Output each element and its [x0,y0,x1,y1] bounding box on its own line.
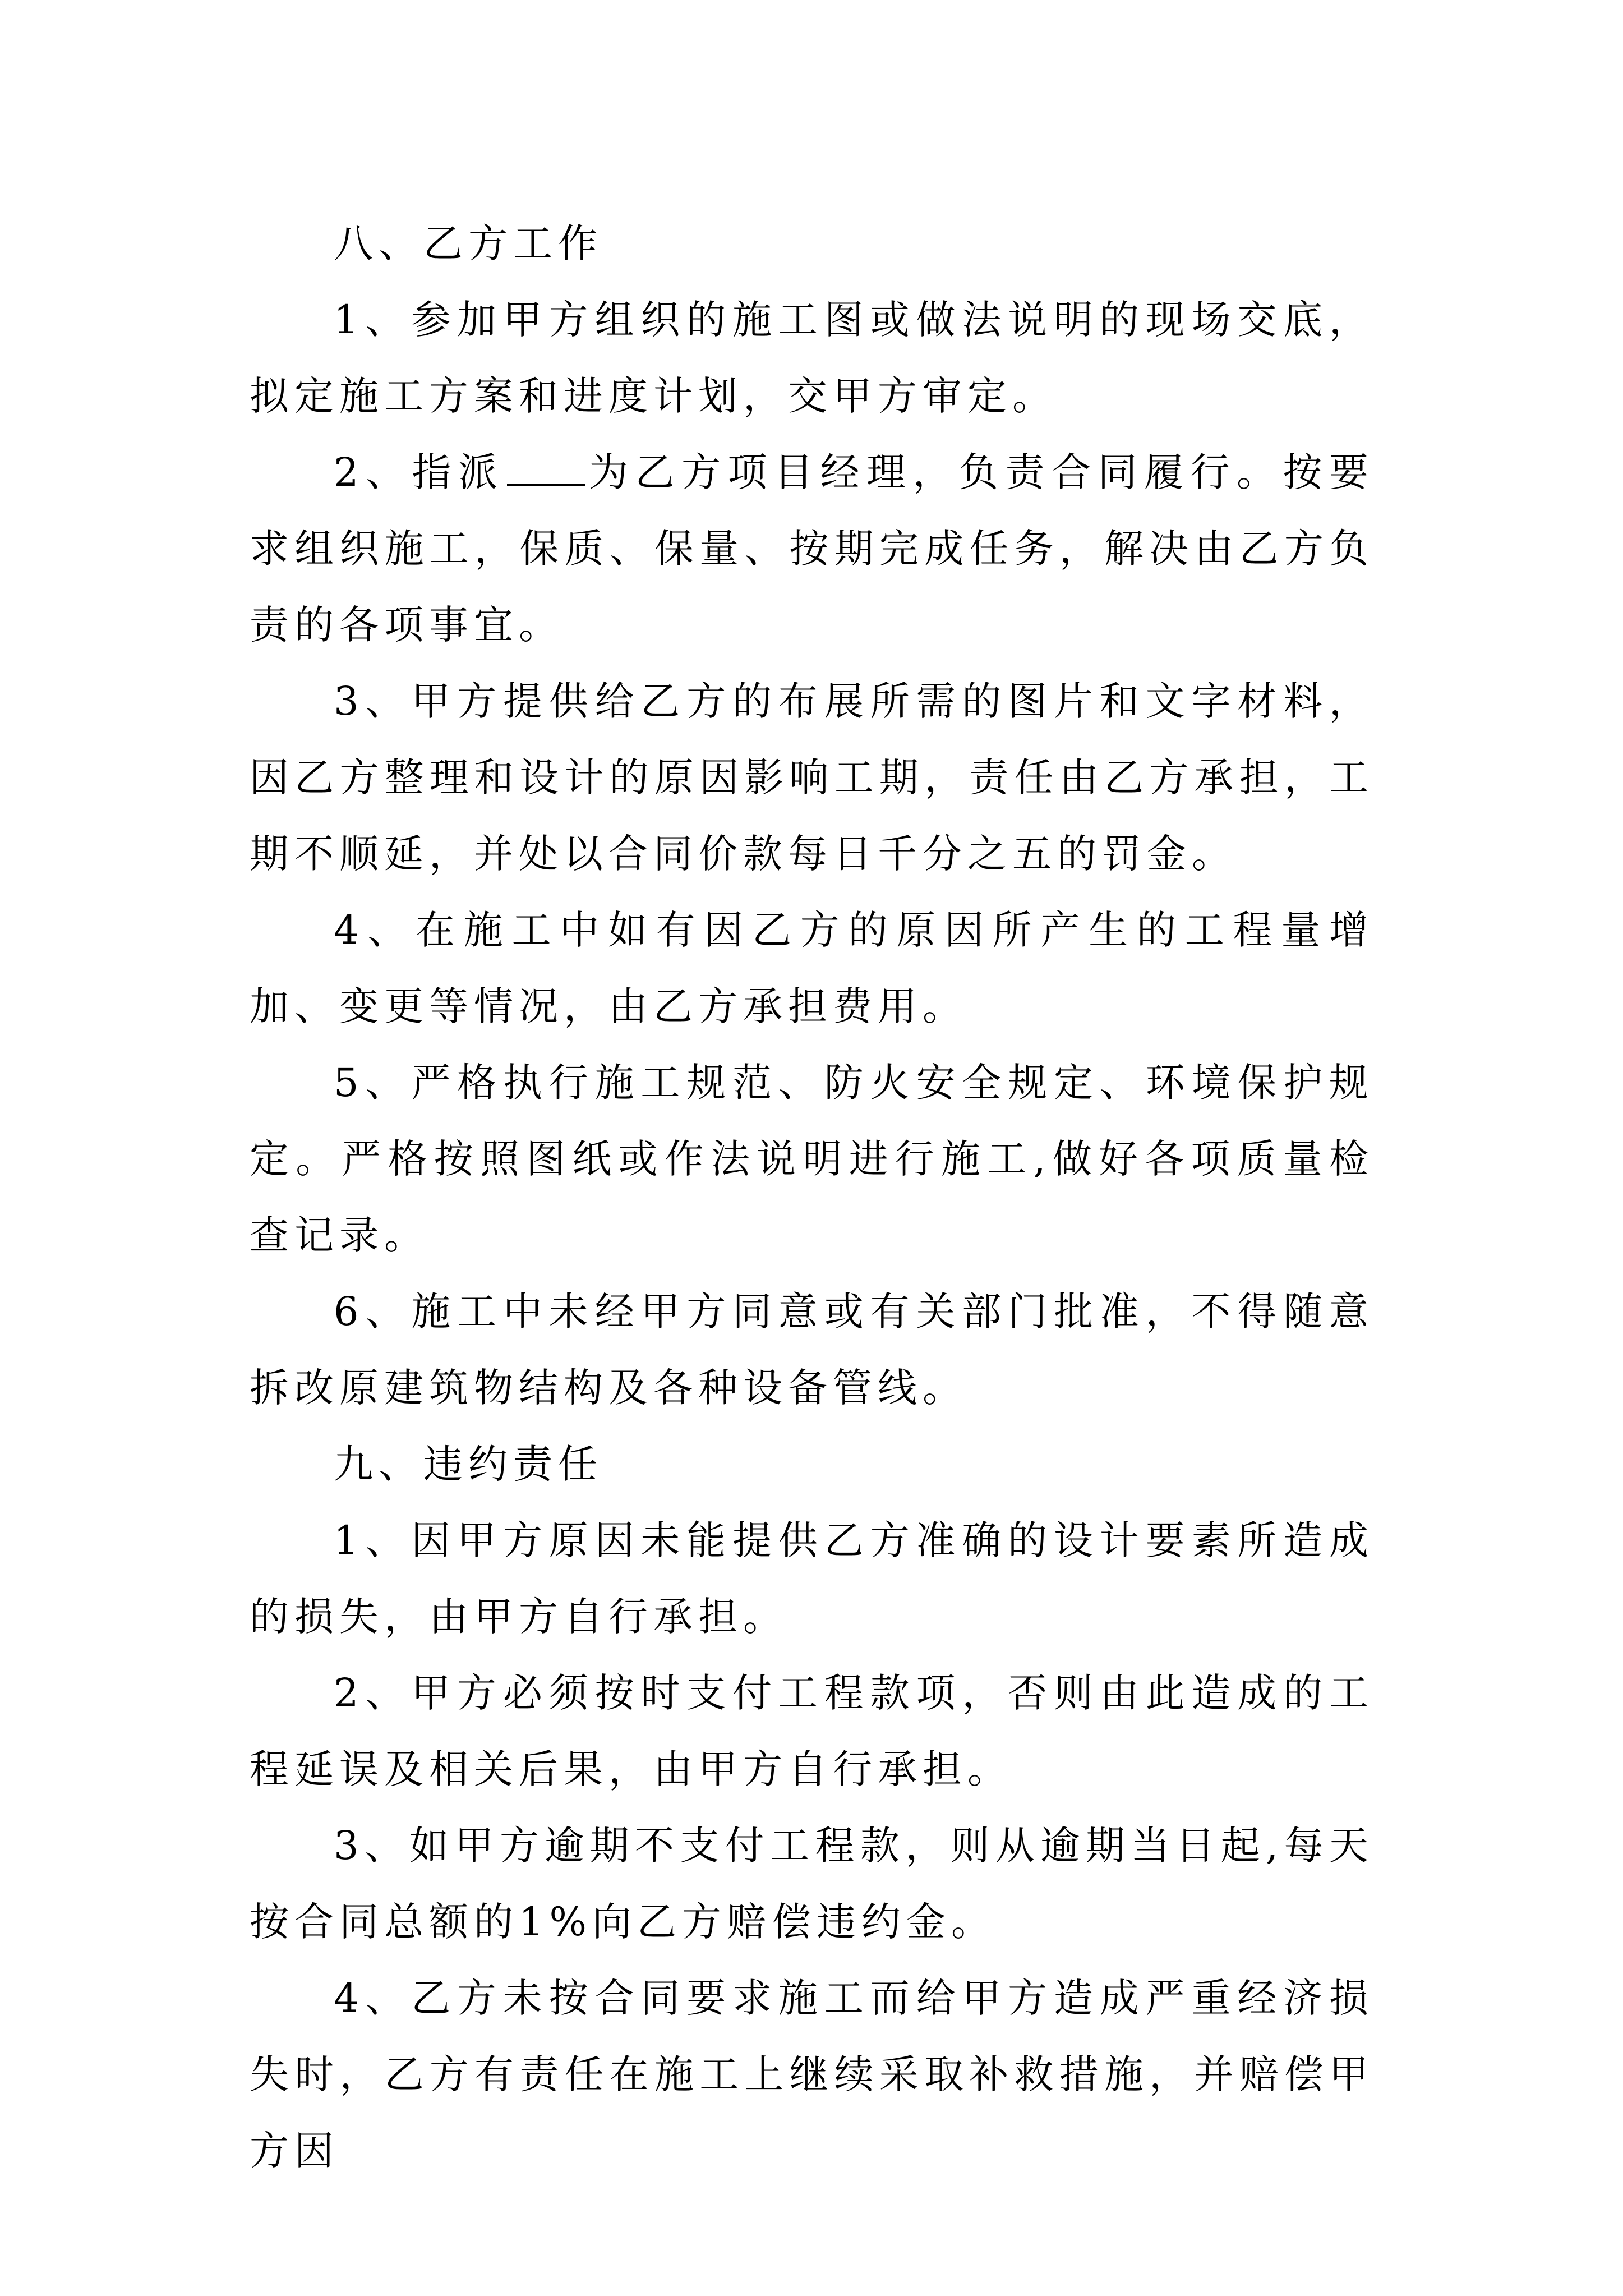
clause-9-2: 2、甲方必须按时支付工程款项，否则由此造成的工程延误及相关后果，由甲方自行承担。 [250,1670,1374,1792]
clause-8-2-lead: 2、指派 [334,449,505,495]
clause-9-1: 1、因甲方原因未能提供乙方准确的设计要素所造成的损失，由甲方自行承担。 [250,1517,1374,1640]
clause-8-6: 6、施工中未经甲方同意或有关部门批准，不得随意拆改原建筑物结构及各种设备管线。 [250,1289,1374,1411]
clause-8-4: 4、在施工中如有因乙方的原因所产生的工程量增加、变更等情况，由乙方承担费用。 [250,907,1374,1029]
clause-8-5: 5、严格执行施工规范、防火安全规定、环境保护规定。严格按照图纸或作法说明进行施工,做好各项质量检查记录。 [250,1060,1374,1258]
clause-9-3: 3、如甲方逾期不支付工程款，则从逾期当日起,每天按合同总额的1%向乙方赔偿违约金。 [250,1823,1374,1945]
document-body [250,205,1374,2189]
blank-underline [507,484,585,486]
clause-9-4: 4、乙方未按合同要求施工而给甲方造成严重经济损失时，乙方有责任在施工上继续采取补救措施，并赔偿甲方因 [250,1975,1374,2174]
section-heading-9: 九、违约责任 [334,1441,603,1487]
section-heading-8: 八、乙方工作 [334,220,603,266]
clause-8-3: 3、甲方提供给乙方的布展所需的图片和文字材料，因乙方整理和设计的原因影响工期，责任由乙方承担，工期不顺延，并处以合同价款每日千分之五的罚金。 [250,678,1374,877]
clause-8-2 [250,434,1374,663]
clause-8-1: 1、参加甲方组织的施工图或做法说明的现场交底，拟定施工方案和进度计划，交甲方审定。 [250,297,1374,419]
clause-8-2-rest: 为乙方项目经理，负责合同履行。按要求组织施工，保质、保量、按期完成任务，解决由乙方负责的各项事宜。 [250,449,1374,648]
